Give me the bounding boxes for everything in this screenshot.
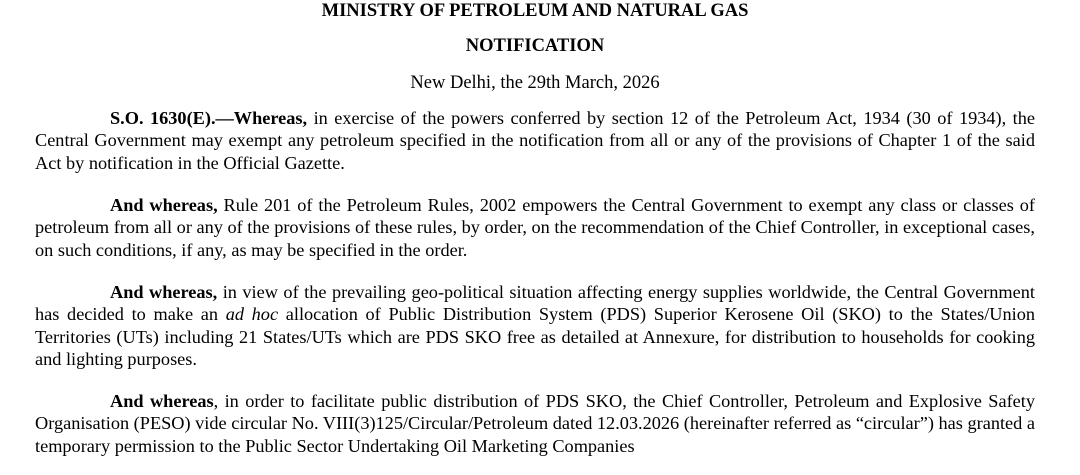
paragraph-1: [35, 107, 1035, 174]
paragraph-3: [35, 281, 1035, 370]
paragraph-1-lead: S.O. 1630(E).—Whereas,: [110, 108, 308, 128]
paragraph-4-lead: And whereas: [110, 391, 214, 411]
paragraph-3-text-b: allocation of Public Distribution System (PDS) Superior Kerosene Oil (SKO) to the States/Union Territories (UTs) including 21 States/UTs which are PDS SKO free as detailed at Annexure, for distribution to households for cooking and lighting purposes.: [35, 304, 1036, 369]
paragraph-3-text-a: in view of the prevailing geo-political situation affecting energy supplies worldwide, the Central Government has decided to make an: [35, 282, 1035, 325]
paragraph-3-lead: And whereas,: [110, 282, 218, 302]
paragraph-2-text: Rule 201 of the Petroleum Rules, 2002 empowers the Central Government to exempt any class or classes of petroleum from all or any of the provisions of these rules, by order, on the recommendation of the Chief Controller, in exceptional cases, on such conditions, if any, as may be specified in the order.: [35, 195, 1035, 260]
paragraph-3-italic: ad hoc: [225, 304, 279, 325]
paragraph-4: [35, 390, 1035, 457]
ministry-heading: MINISTRY OF PETROLEUM AND NATURAL GAS: [321, 1, 749, 21]
notification-heading: NOTIFICATION: [465, 36, 605, 56]
paragraph-2-lead: And whereas,: [110, 195, 218, 215]
dateline: New Delhi, the 29th March, 2026: [410, 73, 660, 93]
paragraph-4-text: , in order to facilitate public distribution of PDS SKO, the Chief Controller, Petroleum and Explosive Safety Organisation (PESO) vide circular No. VIII(3)125/Circular/Petroleum dated 12.03.2026 (hereinafter referred as “circular”) has granted a temporary permission to the Public Sector Undertaking Oil Marketing Companies: [35, 391, 1035, 456]
paragraph-1-text: in exercise of the powers conferred by section 12 of the Petroleum Act, 1934 (30 of 1934), the Central Government may exempt any petroleum specified in the notification from all or any of the provisions of Chapter 1 of the said Act by notification in the Official Gazette.: [35, 108, 1035, 173]
paragraph-2: [35, 194, 1035, 261]
